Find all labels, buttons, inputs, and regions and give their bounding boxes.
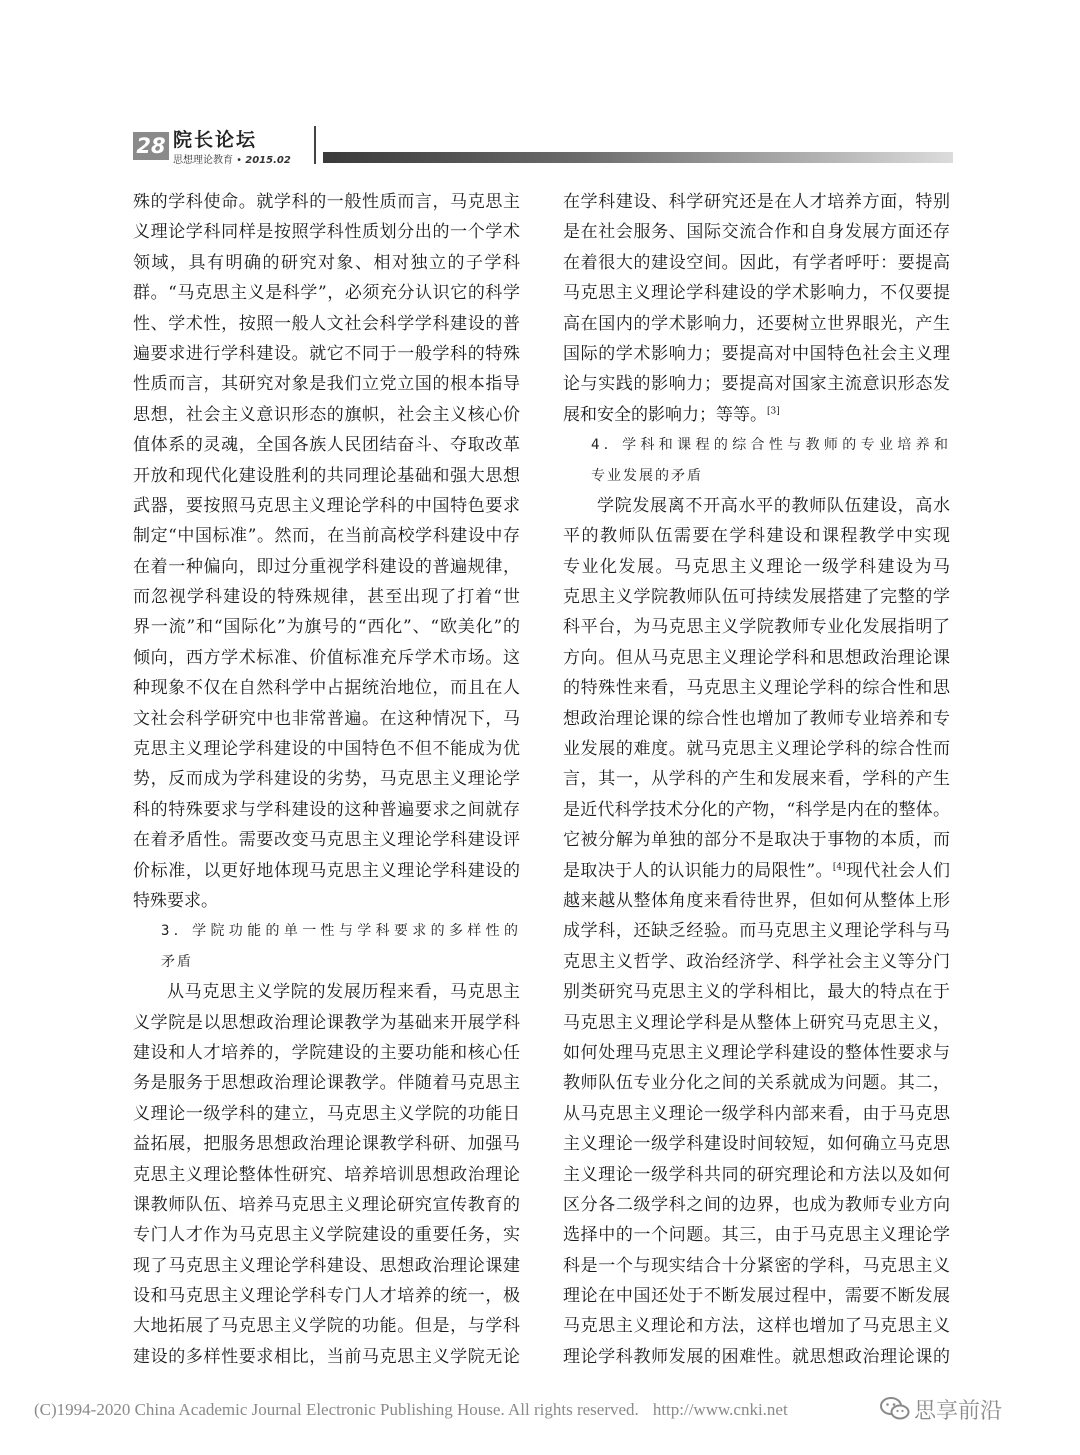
text-line	[133, 491, 520, 521]
line-text: 别类研究马克思主义的学科相比，最大的特点在于	[563, 982, 950, 1003]
line-text: 在着矛盾性。需要改变马克思主义理论学科建设评	[133, 830, 520, 851]
line-text: 科平台，为马克思主义学院教师专业化发展指明了	[563, 617, 950, 638]
line-text: 在着一种偏向，即过分重视学科建设的普遍规律，	[133, 556, 520, 577]
page-header	[133, 122, 953, 170]
text-line	[133, 977, 520, 1007]
line-text: 价标准，以更好地体现马克思主义理论学科建设的	[133, 860, 520, 881]
footer	[34, 1400, 788, 1420]
text-line	[563, 521, 950, 551]
line-text: 马克思主义理论学科建设的学术影响力，不仅要提	[563, 283, 950, 304]
line-text: 业发展的难度。就马克思主义理论学科的综合性而	[563, 739, 950, 760]
text-line	[133, 1099, 520, 1129]
text-line	[563, 1220, 950, 1250]
text-line	[563, 309, 950, 339]
line-text: 在学科建设、科学研究还是在人才培养方面，特别	[563, 192, 950, 212]
text-line	[563, 1038, 950, 1068]
text-line	[563, 1342, 950, 1372]
text-line	[133, 339, 520, 369]
text-line	[563, 278, 950, 308]
wechat-icon	[880, 1396, 910, 1422]
text-line	[133, 1342, 520, 1372]
text-line	[133, 187, 520, 217]
text-line	[563, 248, 950, 278]
line-text: 殊的学科使命。就学科的一般性质而言，马克思主	[133, 192, 520, 212]
text-line	[563, 977, 950, 1007]
watermark	[880, 1394, 1002, 1424]
line-text: 种现象不仅在自然科学中占据统治地位，而且在人	[133, 678, 520, 699]
line-text: 制定“中国标准”。然而，在当前高校学科建设中存	[133, 526, 520, 547]
line-text: 思想，社会主义意识形态的旗帜，社会主义核心价	[133, 404, 520, 425]
text-line	[133, 856, 520, 886]
text-line	[563, 643, 950, 673]
text-line	[133, 764, 520, 794]
text-line	[563, 1160, 950, 1190]
text-line	[133, 248, 520, 278]
line-text: 克思主义哲学、政治经济学、科学社会主义等分门	[563, 951, 950, 972]
text-line	[133, 461, 520, 491]
text-line	[563, 187, 950, 217]
text-line	[563, 1099, 950, 1129]
line-text: 高在国内的学术影响力，还要树立世界眼光，产生	[563, 313, 950, 334]
text-line	[133, 1038, 520, 1068]
line-text: 建设的多样性要求相比，当前马克思主义学院无论	[133, 1346, 520, 1367]
text-line	[563, 795, 950, 825]
text-line	[563, 1311, 950, 1341]
line-text: 势，反而成为学科建设的劣势，马克思主义理论学	[133, 769, 520, 790]
text-line	[133, 521, 520, 551]
text-line	[133, 886, 520, 916]
line-text: 科是一个与现实结合十分紧密的学科，马克思主义	[563, 1255, 950, 1276]
line-text: 马克思主义理论学科是从整体上研究马克思主义，	[563, 1012, 950, 1033]
text-line	[563, 552, 950, 582]
line-text: 建设和人才培养的，学院建设的主要功能和核心任	[133, 1042, 520, 1063]
line-text: 开放和现代化建设胜利的共同理论基础和强大思想	[133, 465, 520, 486]
text-line	[133, 369, 520, 399]
line-text: 遍要求进行学科建设。就它不同于一般学科的特殊	[133, 343, 520, 364]
line-text: 它被分解为单独的部分不是取决于事物的本质，而	[563, 830, 950, 851]
section-title: 院长论坛	[173, 129, 258, 151]
journal-name: 思想理论教育 •	[173, 155, 243, 166]
line-text: 倾向，西方学术标准、价值标准充斥学术市场。这	[133, 647, 520, 668]
section-heading	[133, 916, 520, 946]
text-line	[563, 1068, 950, 1098]
line-text: 理论在中国还处于不断发展过程中，需要不断发展	[563, 1286, 950, 1307]
line-text: 科的特殊要求与学科建设的这种普遍要求之间就存	[133, 799, 520, 820]
text-line	[563, 734, 950, 764]
section-heading	[133, 947, 520, 977]
line-text: 领域，具有明确的研究对象、相对独立的子学科	[133, 252, 520, 273]
line-text: 界一流”和“国际化”为旗号的“西化”、“欧美化”的	[133, 617, 520, 638]
copyright-text: (C)1994-2020 China Academic Journal Electronic Publishing House. All rights reserved.	[34, 1400, 639, 1419]
text-line	[133, 552, 520, 582]
line-text: 从马克思主义理论一级学科内部来看，由于马克思	[563, 1103, 950, 1124]
section-heading	[563, 461, 950, 491]
text-line	[563, 612, 950, 642]
line-text: 是取决于人的认识能力的局限性”。	[563, 860, 833, 881]
line-text: 平的教师队伍需要在学科建设和课程教学中实现	[563, 526, 950, 547]
text-line	[133, 1251, 520, 1281]
line-text: 克思主义理论学科建设的中国特色不但不能成为优	[133, 739, 520, 760]
text-line	[563, 764, 950, 794]
line-text: 克思主义学院教师队伍可持续发展搭建了完整的学	[563, 587, 950, 608]
text-line	[133, 1281, 520, 1311]
page-number: 28	[133, 132, 169, 160]
line-text: 现了马克思主义理论学科建设、思想政治理论课建	[133, 1255, 520, 1276]
text-line	[563, 1190, 950, 1220]
text-line	[563, 947, 950, 977]
watermark-text: 思享前沿	[914, 1399, 1003, 1424]
citation-ref[interactable]: [4]	[832, 861, 846, 872]
text-line	[563, 825, 950, 855]
journal-line	[173, 151, 291, 166]
text-line	[133, 1129, 520, 1159]
left-column	[133, 187, 520, 1372]
text-line	[563, 1008, 950, 1038]
text-line	[563, 1281, 950, 1311]
line-text: 文社会科学研究中也非常普遍。在这种情况下，马	[133, 708, 520, 729]
text-line	[133, 278, 520, 308]
line-text: 从马克思主义学院的发展历程来看，马克思主	[167, 982, 520, 1003]
journal-issue: 2015.02	[245, 155, 291, 166]
text-line	[133, 217, 520, 247]
line-text: 课教师队伍、培养马克思主义理论研究宣传教育的	[133, 1194, 520, 1215]
line-text: 马克思主义理论和方法，这样也增加了马克思主义	[563, 1316, 950, 1337]
text-line	[563, 916, 950, 946]
line-text: 是近代科学技术分化的产物，“科学是内在的整体。	[563, 799, 950, 820]
text-line	[133, 400, 520, 430]
line-text: 群。“马克思主义是科学”，必须充分认识它的科学	[133, 283, 520, 304]
line-text: 特殊要求。	[133, 890, 218, 911]
text-line	[133, 643, 520, 673]
text-line	[563, 1129, 950, 1159]
text-line	[563, 856, 950, 886]
text-line	[563, 673, 950, 703]
line-text: 选择中的一个问题。其三，由于马克思主义理论学	[563, 1225, 950, 1246]
cnki-link[interactable]: http://www.cnki.net	[652, 1400, 788, 1419]
line-text: 学院发展离不开高水平的教师队伍建设，高水	[597, 495, 950, 516]
text-line	[133, 1160, 520, 1190]
line-text: 益拓展，把服务思想政治理论课教学科研、加强马	[133, 1134, 520, 1155]
line-text: 设和马克思主义理论学科专门人才培养的统一，极	[133, 1286, 520, 1307]
line-text: 武器，要按照马克思主义理论学科的中国特色要求	[133, 495, 520, 516]
line-text: 3．学院功能的单一性与学科要求的多样性的	[161, 923, 520, 940]
text-line	[563, 217, 950, 247]
line-text: 义学院是以思想政治理论课教学为基础来开展学科	[133, 1012, 520, 1033]
line-text: 方向。但从马克思主义理论学科和思想政治理论课	[563, 647, 950, 668]
line-text: 想政治理论课的综合性也增加了教师专业培养和专	[563, 708, 950, 729]
text-line	[563, 339, 950, 369]
line-text: 区分各二级学科之间的边界，也成为教师专业方向	[563, 1194, 950, 1215]
line-text: 大地拓展了马克思主义学院的功能。但是，与学科	[133, 1316, 520, 1337]
text-line	[133, 1068, 520, 1098]
text-line	[563, 886, 950, 916]
line-text: 专业化发展。马克思主义理论一级学科建设为马	[563, 556, 950, 577]
header-divider	[314, 126, 316, 164]
line-text: 的特殊性来看，马克思主义理论学科的综合性和思	[563, 678, 950, 699]
line-text: 如何处理马克思主义理论学科建设的整体性要求与	[563, 1042, 950, 1063]
line-text: 性质而言，其研究对象是我们立党立国的根本指导	[133, 374, 520, 395]
line-text: 义理论学科同样是按照学科性质划分出的一个学术	[133, 222, 520, 243]
text-line	[563, 1251, 950, 1281]
line-text: 国际的学术影响力；要提高对中国特色社会主义理	[563, 343, 950, 364]
text-line	[133, 582, 520, 612]
text-line	[133, 825, 520, 855]
text-line	[563, 369, 950, 399]
text-line	[563, 491, 950, 521]
text-line	[563, 400, 950, 430]
line-text: 矛盾	[161, 953, 193, 970]
text-line	[133, 673, 520, 703]
line-text: 展和安全的影响力；等等。	[563, 404, 767, 425]
line-text: 论与实践的影响力；要提高对国家主流意识形态发	[563, 374, 950, 395]
text-line	[133, 734, 520, 764]
header-gradient-bar	[323, 152, 953, 163]
line-text: 成学科，还缺乏经验。而马克思主义理论学科与马	[563, 921, 950, 942]
line-text: 性、学术性，按照一般人文社会科学学科建设的普	[133, 313, 520, 334]
text-line	[563, 582, 950, 612]
line-text: 义理论一级学科的建立，马克思主义学院的功能日	[133, 1103, 520, 1124]
line-text: 克思主义理论整体性研究、培养培训思想政治理论	[133, 1164, 520, 1185]
line-text: 专业发展的矛盾	[591, 467, 703, 484]
text-line	[563, 704, 950, 734]
line-text: 教师队伍专业分化之间的关系就成为问题。其二，	[563, 1073, 950, 1094]
line-text: 言，其一，从学科的产生和发展来看，学科的产生	[563, 769, 950, 790]
line-text-after: 现代社会人们	[845, 860, 950, 881]
text-line	[133, 1008, 520, 1038]
text-line	[133, 612, 520, 642]
text-line	[133, 1220, 520, 1250]
citation-ref[interactable]: [3]	[767, 406, 780, 417]
text-line	[133, 309, 520, 339]
line-text: 理论学科教师发展的困难性。就思想政治理论课的	[563, 1346, 950, 1367]
text-line	[133, 1190, 520, 1220]
line-text: 专门人才作为马克思主义学院建设的重要任务，实	[133, 1225, 520, 1246]
line-text: 主义理论一级学科建设时间较短，如何确立马克思	[563, 1134, 950, 1155]
line-text: 是在社会服务、国际交流合作和自身发展方面还存	[563, 222, 950, 243]
line-text: 而忽视学科建设的特殊规律，甚至出现了打着“世	[133, 587, 520, 608]
line-text: 在着很大的建设空间。因此，有学者呼吁：要提高	[563, 252, 950, 273]
text-line	[133, 430, 520, 460]
line-text: 4．学科和课程的综合性与教师的专业培养和	[591, 437, 950, 454]
right-column	[563, 187, 950, 1372]
text-line	[133, 704, 520, 734]
text-line	[133, 795, 520, 825]
line-text: 值体系的灵魂，全国各族人民团结奋斗、夺取改革	[133, 435, 520, 456]
line-text: 越来越从整体角度来看待世界，但如何从整体上形	[563, 890, 950, 911]
line-text: 务是服务于思想政治理论课教学。伴随着马克思主	[133, 1073, 520, 1094]
line-text: 主义理论一级学科共同的研究理论和方法以及如何	[563, 1164, 950, 1185]
section-heading	[563, 430, 950, 460]
text-line	[133, 1311, 520, 1341]
